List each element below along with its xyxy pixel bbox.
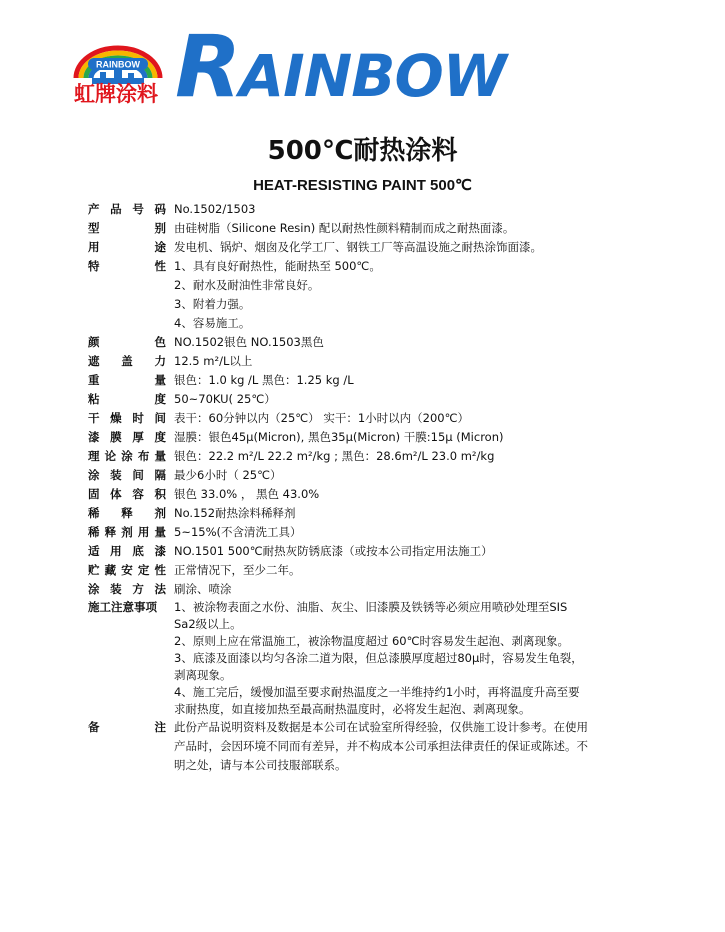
spec-value: 12.5 m²/L以上 bbox=[174, 354, 253, 368]
spec-value: 明之处，请与本公司技服部联系。 bbox=[174, 758, 347, 772]
spec-value: 3、底漆及面漆以均匀各涂二道为限，但总漆膜厚度超过80μ时，容易发生龟裂， bbox=[174, 651, 583, 665]
spec-label-char: 度 bbox=[154, 392, 166, 406]
spec-label-char: 工 bbox=[99, 600, 111, 614]
spec-value: 4、容易施工。 bbox=[174, 316, 251, 330]
spec-value: Sa2级以上。 bbox=[174, 617, 242, 631]
spec-row bbox=[88, 238, 648, 257]
spec-label-char: 力 bbox=[154, 354, 166, 368]
spec-row bbox=[88, 599, 648, 616]
spec-row bbox=[88, 701, 648, 718]
spec-label-char: 涂 bbox=[88, 468, 100, 482]
spec-label-char: 剂 bbox=[121, 525, 133, 539]
spec-value: 求耐热度，如直接加热至最高耐热温度时，必将发生起泡、剥离现象。 bbox=[174, 702, 531, 716]
brand-header bbox=[70, 17, 510, 117]
spec-label bbox=[88, 219, 174, 238]
spec-value: 4、施工完后，缓慢加温至要求耐热温度之一半维持约1小时，再将温度升高至要 bbox=[174, 685, 580, 699]
spec-value: 由硅树脂（Silicone Resin) 配以耐热性颜料精制而成之耐热面漆。 bbox=[174, 221, 515, 235]
spec-value: No.152耐热涂料稀释剂 bbox=[174, 506, 296, 520]
spec-label-char: 体 bbox=[110, 487, 122, 501]
spec-value: NO.1502银色 NO.1503黑色 bbox=[174, 335, 324, 349]
spec-label-char: 盖 bbox=[121, 354, 133, 368]
spec-label-char: 释 bbox=[104, 525, 117, 539]
spec-label-char: 底 bbox=[132, 544, 144, 558]
spec-label bbox=[88, 756, 174, 775]
spec-value: 正常情况下，至少二年。 bbox=[174, 563, 301, 577]
spec-value: 银色 33.0% ， 黑色 43.0% bbox=[174, 487, 320, 501]
spec-label bbox=[88, 238, 174, 257]
spec-label-char: 事 bbox=[134, 600, 146, 614]
spec-value: 3、附着力强。 bbox=[174, 297, 251, 311]
spec-label-char: 剂 bbox=[154, 506, 166, 520]
spec-label-char: 途 bbox=[154, 240, 166, 254]
spec-label-char: 固 bbox=[88, 487, 100, 501]
spec-value: 刷涂、喷涂 bbox=[174, 582, 232, 596]
spec-label-char: 涂 bbox=[121, 449, 133, 463]
spec-row bbox=[88, 333, 648, 352]
spec-label bbox=[88, 409, 174, 428]
spec-label-char: 间 bbox=[154, 411, 166, 425]
spec-row bbox=[88, 390, 648, 409]
spec-value: 2、耐水及耐油性非常良好。 bbox=[174, 278, 320, 292]
spec-label bbox=[88, 737, 174, 756]
spec-value: 50~70KU( 25℃） bbox=[174, 392, 276, 406]
spec-label-char: 型 bbox=[88, 221, 100, 235]
spec-row bbox=[88, 737, 648, 756]
spec-label bbox=[88, 561, 174, 580]
spec-row bbox=[88, 447, 648, 466]
spec-row bbox=[88, 428, 648, 447]
product-title-chinese: 500℃耐热涂料 bbox=[267, 136, 458, 166]
spec-label-char: 码 bbox=[154, 202, 166, 216]
spec-label bbox=[88, 257, 174, 276]
spec-label bbox=[88, 295, 174, 314]
brand-wordmark bbox=[175, 17, 506, 117]
spec-label-char: 燥 bbox=[110, 411, 122, 425]
spec-row bbox=[88, 633, 648, 650]
spec-row bbox=[88, 219, 648, 238]
spec-value: 5~15%(不含清洗工具） bbox=[174, 525, 302, 539]
spec-label bbox=[88, 633, 174, 650]
brand-initial: R bbox=[175, 17, 240, 117]
spec-label-char: 特 bbox=[88, 259, 100, 273]
spec-label bbox=[88, 371, 174, 390]
spec-value: No.1502/1503 bbox=[174, 202, 256, 216]
spec-label bbox=[88, 718, 174, 737]
spec-label-char: 装 bbox=[110, 468, 122, 482]
spec-row bbox=[88, 276, 648, 295]
spec-label-char: 理 bbox=[88, 449, 100, 463]
spec-row bbox=[88, 371, 648, 390]
spec-label-char: 用 bbox=[88, 240, 100, 254]
spec-label-char: 遮 bbox=[88, 354, 100, 368]
spec-label-char: 注 bbox=[111, 600, 123, 614]
badge-text: RAINBOW bbox=[96, 59, 140, 70]
spec-row bbox=[88, 485, 648, 504]
spec-row bbox=[88, 295, 648, 314]
spec-label-char: 时 bbox=[132, 411, 144, 425]
spec-row bbox=[88, 650, 648, 667]
spec-label-char: 意 bbox=[122, 600, 134, 614]
spec-value: 银色：1.0 kg /L 黑色：1.25 kg /L bbox=[174, 373, 354, 387]
spec-label-char: 漆 bbox=[88, 430, 100, 444]
spec-value: 银色：22.2 m²/L 22.2 m²/kg ; 黑色：28.6m²/L 23.0 m²/kg bbox=[174, 449, 495, 463]
spec-row bbox=[88, 352, 648, 371]
spec-value: 剥离现象。 bbox=[174, 668, 232, 682]
spec-label-char: 产 bbox=[88, 202, 100, 216]
spec-value: 产品时，会因环境不同而有差异，并不构成本公司承担法律责任的保证或陈述。不 bbox=[174, 739, 588, 753]
spec-label bbox=[88, 504, 174, 523]
spec-label-char: 厚 bbox=[132, 430, 144, 444]
spec-label-char: 装 bbox=[110, 582, 122, 596]
spec-row bbox=[88, 523, 648, 542]
spec-label-char: 重 bbox=[88, 373, 100, 387]
spec-label bbox=[88, 580, 174, 599]
spec-row bbox=[88, 314, 648, 333]
spec-row bbox=[88, 257, 648, 276]
spec-value: NO.1501 500℃耐热灰防锈底漆（或按本公司指定用法施工） bbox=[174, 544, 493, 558]
spec-label bbox=[88, 616, 174, 633]
spec-value: 1、具有良好耐热性，能耐热至 500℃。 bbox=[174, 259, 381, 273]
spec-value: 发电机、锅炉、烟囱及化学工厂、钢铁工厂等高温设施之耐热涂饰面漆。 bbox=[174, 240, 542, 254]
spec-row bbox=[88, 504, 648, 523]
spec-label bbox=[88, 542, 174, 561]
spec-label-char: 安 bbox=[121, 563, 133, 577]
spec-label-char: 稀 bbox=[88, 506, 100, 520]
spec-label-char: 隔 bbox=[154, 468, 166, 482]
spec-row bbox=[88, 466, 648, 485]
spec-label-char: 容 bbox=[132, 487, 144, 501]
spec-label-char: 度 bbox=[154, 430, 166, 444]
spec-label-char: 定 bbox=[137, 563, 150, 577]
spec-label-char: 涂 bbox=[88, 582, 100, 596]
spec-value: 湿膜：银色45μ(Micron), 黑色35μ(Micron) 干膜:15μ (Micron) bbox=[174, 430, 504, 444]
spec-label-char: 量 bbox=[154, 373, 166, 387]
spec-value: 2、原则上应在常温施工，被涂物温度超过 60℃时容易发生起泡、剥离现象。 bbox=[174, 634, 570, 648]
spec-row bbox=[88, 200, 648, 219]
spec-label bbox=[88, 667, 174, 684]
brand-rest: AINBOW bbox=[239, 42, 506, 110]
spec-label-char: 贮 bbox=[88, 563, 100, 577]
spec-label bbox=[88, 701, 174, 718]
spec-label bbox=[88, 447, 174, 466]
spec-label-char: 法 bbox=[154, 582, 166, 596]
spec-label-char: 别 bbox=[154, 221, 166, 235]
spec-label bbox=[88, 352, 174, 371]
spec-row bbox=[88, 667, 648, 684]
spec-label-char: 备 bbox=[88, 720, 100, 734]
spec-label bbox=[88, 314, 174, 333]
spec-row bbox=[88, 409, 648, 428]
spec-label bbox=[88, 333, 174, 352]
spec-value: 表干：60分钟以内（25℃） 实干：1小时以内（200℃） bbox=[174, 411, 470, 425]
spec-label bbox=[88, 390, 174, 409]
spec-label-char: 用 bbox=[110, 544, 122, 558]
spec-label bbox=[88, 466, 174, 485]
spec-label-char: 量 bbox=[154, 449, 166, 463]
spec-label-char: 布 bbox=[137, 449, 150, 463]
spec-label-char: 适 bbox=[88, 544, 100, 558]
spec-label-char: 藏 bbox=[104, 563, 117, 577]
spec-label bbox=[88, 599, 174, 616]
spec-label-char: 注 bbox=[154, 720, 166, 734]
spec-label-char: 膜 bbox=[110, 430, 122, 444]
spec-label bbox=[88, 276, 174, 295]
spec-label-char: 释 bbox=[121, 506, 133, 520]
spec-label-char: 色 bbox=[154, 335, 166, 349]
spec-label-char: 项 bbox=[145, 600, 157, 614]
spec-row bbox=[88, 684, 648, 701]
spec-value: 1、被涂物表面之水份、油脂、灰尘、旧漆膜及铁锈等必须应用喷砂处理至SIS bbox=[174, 600, 568, 614]
spec-label-char: 颜 bbox=[88, 335, 100, 349]
spec-label-char: 方 bbox=[132, 582, 144, 596]
spec-label-char: 稀 bbox=[88, 525, 100, 539]
spec-label-char: 用 bbox=[137, 525, 150, 539]
spec-label-char: 施 bbox=[88, 600, 100, 614]
spec-label-char: 积 bbox=[154, 487, 166, 501]
spec-label-char: 粘 bbox=[88, 392, 100, 406]
spec-value: 最少6小时（ 25℃） bbox=[174, 468, 282, 482]
spec-row bbox=[88, 756, 648, 775]
spec-label bbox=[88, 650, 174, 667]
product-title-english: HEAT-RESISTING PAINT 500℃ bbox=[253, 177, 472, 194]
spec-table bbox=[88, 200, 648, 775]
spec-label bbox=[88, 523, 174, 542]
brand-chinese-name: 虹牌涂料 bbox=[74, 82, 158, 106]
spec-label-char: 间 bbox=[132, 468, 144, 482]
spec-row bbox=[88, 561, 648, 580]
spec-label bbox=[88, 428, 174, 447]
spec-label-char: 性 bbox=[154, 563, 166, 577]
spec-label-char: 性 bbox=[154, 259, 166, 273]
spec-value: 此份产品说明资料及数据是本公司在试验室所得经验，仅供施工设计参考。在使用 bbox=[174, 720, 588, 734]
spec-label bbox=[88, 485, 174, 504]
spec-label-char: 品 bbox=[110, 202, 122, 216]
spec-row bbox=[88, 580, 648, 599]
spec-label bbox=[88, 200, 174, 219]
spec-row bbox=[88, 616, 648, 633]
spec-label-char: 论 bbox=[104, 449, 117, 463]
spec-label-char: 漆 bbox=[154, 544, 166, 558]
spec-label-char: 号 bbox=[132, 202, 144, 216]
spec-label bbox=[88, 684, 174, 701]
spec-label-char: 量 bbox=[154, 525, 166, 539]
spec-row bbox=[88, 718, 648, 737]
spec-row bbox=[88, 542, 648, 561]
spec-label-char: 干 bbox=[88, 411, 100, 425]
